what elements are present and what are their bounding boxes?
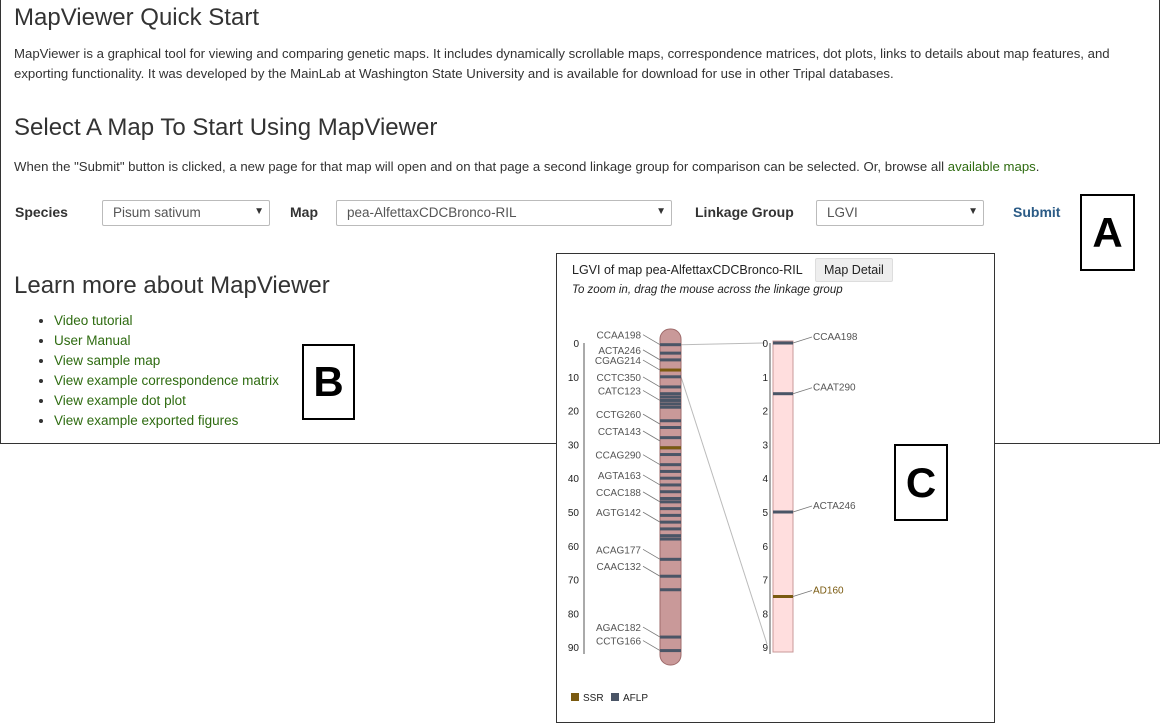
list-item [54,391,279,411]
user-manual-link[interactable]: User Manual [54,333,131,348]
aflp-marker-band [660,343,681,346]
marker-leader-line [793,337,812,343]
aflp-marker-band [660,426,681,429]
left-axis-tick-label: 30 [567,440,579,452]
marker-leader-line [643,360,660,370]
map-label: Map [290,204,318,220]
aflp-marker-band [660,436,681,439]
legend-label: AFLP [623,693,649,704]
aflp-marker-band [660,527,681,530]
aflp-marker-band [773,392,793,395]
learn-more-links [36,311,279,431]
left-axis-tick-label: 20 [567,406,579,418]
marker-leader-line [643,377,660,387]
available-maps-link[interactable]: available maps [947,159,1036,174]
aflp-marker-band [660,636,681,639]
list-item [54,311,279,331]
select-map-heading: Select A Map To Start Using MapViewer [14,114,438,141]
left-marker-label: CCTG166 [595,636,641,648]
linkage-group-label: Linkage Group [695,204,794,220]
marker-leader-line [643,390,660,400]
linkage-group-select[interactable] [816,200,984,226]
right-axis-tick-label: 9 [762,643,768,655]
species-value: Pisum sativum [113,205,201,220]
aflp-marker-band [773,511,793,514]
zoom-hint: To zoom in, drag the mouse across the linkage group [572,284,843,296]
left-marker-label: CGAG214 [594,356,641,368]
legend-label: SSR [583,693,604,704]
left-axis-tick-label: 40 [567,474,579,486]
left-axis-tick-label: 60 [567,541,579,553]
right-axis-tick-label: 5 [762,508,768,519]
marker-leader-line [643,414,660,424]
aflp-marker-band [660,385,681,388]
right-axis-tick-label: 3 [762,440,768,452]
video-tutorial-link[interactable]: Video tutorial [54,313,133,328]
aflp-marker-band [660,490,681,493]
aflp-marker-band [660,521,681,524]
right-axis-tick-label: 1 [762,372,768,384]
left-axis-tick-label: 80 [567,609,579,621]
species-label: Species [15,204,68,220]
list-item [54,331,279,351]
marker-leader-line [643,566,660,576]
left-marker-label: CCTC350 [596,372,641,384]
left-marker-label: CCAC188 [595,487,641,499]
marker-leader-line [643,455,660,465]
aflp-marker-band [660,534,681,537]
linkage-group-value: LGVI [827,205,858,220]
aflp-marker-band [660,575,681,578]
aflp-marker-band [660,497,681,500]
marker-leader-line [643,549,660,559]
map-detail-button[interactable]: Map Detail [815,258,893,282]
left-marker-label: CCAG290 [595,450,641,462]
chevron-down-icon: ▼ [656,206,666,217]
annotation-label-c: C [894,444,948,521]
aflp-marker-band [660,500,681,503]
marker-leader-line [793,506,812,512]
correspondence-line [681,343,765,345]
left-marker-label: ACAG177 [595,545,641,557]
select-instructions: When the "Submit" button is clicked, a new page for that map will open and on that page a second linkage group for comparison can be selected. Or, browse all available maps. [14,159,1040,174]
marker-leader-line [643,335,660,345]
left-marker-label: CCAA198 [596,330,641,342]
left-marker-label: CATC123 [597,386,641,398]
ssr-marker-band [773,595,793,598]
right-axis-tick-label: 8 [762,609,768,621]
aflp-marker-band [660,477,681,480]
aflp-marker-band [660,402,681,405]
map-select[interactable] [336,200,672,226]
right-linkage-group [773,341,793,652]
learn-more-heading: Learn more about MapViewer [14,272,330,299]
left-axis-tick-label: 0 [573,339,579,350]
left-axis-tick-label: 50 [567,508,579,519]
left-marker-label: AGAC182 [595,623,641,635]
aflp-marker-band [660,463,681,466]
chevron-down-icon: ▼ [254,206,264,217]
marker-leader-line [643,512,660,522]
aflp-marker-band [660,470,681,473]
aflp-marker-band [660,399,681,402]
list-item [54,371,279,391]
right-axis-tick-label: 6 [762,541,768,553]
marker-leader-line [643,492,660,502]
left-marker-label: CCTA143 [597,427,641,439]
aflp-marker-band [660,507,681,510]
aflp-marker-band [660,419,681,422]
marker-leader-line [643,641,660,651]
left-axis-tick-label: 10 [567,372,579,384]
left-marker-label: CAAC132 [596,562,641,574]
marker-leader-line [643,431,660,441]
aflp-marker-band [660,392,681,395]
aflp-marker-band [660,406,681,409]
map-value: pea-AlfettaxCDCBronco-RIL [347,205,517,220]
submit-button[interactable]: Submit [1013,204,1061,220]
right-axis-tick-label: 2 [762,406,768,418]
left-marker-label: CCTG260 [595,410,641,422]
right-marker-label: AD160 [813,585,844,597]
marker-leader-line [793,388,812,394]
page-description: MapViewer is a graphical tool for viewing and comparing genetic maps. It includes dynamically scrollable maps, correspondence matrices, dot plots, links to details about map features, and exporting functionality. It was developed by the MainLab at Washington State University and is available for download for use in other Tripal databases. [14,46,1110,81]
dot-plot-link[interactable]: View example dot plot [54,393,186,408]
left-marker-label: ACTA246 [598,345,641,357]
annotation-label-a: A [1080,194,1135,271]
marker-leader-line [643,350,660,360]
aflp-marker-band [660,358,681,361]
marker-leader-line [793,591,812,597]
exported-figures-link[interactable]: View example exported figures [54,413,239,428]
viewer-title: LGVI of map pea-AlfettaxCDCBronco-RIL [572,263,803,277]
aflp-marker-band [660,453,681,456]
aflp-marker-band [660,588,681,591]
sample-map-link[interactable]: View sample map [54,353,161,368]
aflp-marker-band [660,375,681,378]
right-axis-tick-label: 4 [762,474,768,486]
instructions-text: When the "Submit" button is clicked, a new page for that map will open and on that page a second linkage group for comparison can be selected. Or, browse all [14,159,945,174]
aflp-marker-band [660,483,681,486]
aflp-marker-band [660,514,681,517]
list-item [54,411,279,431]
ssr-marker-band [660,369,681,372]
page-title: MapViewer Quick Start [14,4,259,31]
marker-leader-line [643,475,660,485]
correspondence-line [681,377,767,644]
right-marker-label: CAAT290 [813,382,856,394]
ssr-marker-band [660,446,681,449]
left-marker-label: AGTG142 [595,508,641,520]
annotation-label-b: B [302,344,355,420]
left-marker-label: AGTA163 [597,470,641,482]
chevron-down-icon: ▼ [968,206,978,217]
left-axis-tick-label: 70 [567,575,579,587]
correspondence-matrix-link[interactable]: View example correspondence matrix [54,373,279,388]
aflp-marker-band [660,396,681,399]
aflp-marker-band [660,352,681,355]
right-marker-label: ACTA246 [813,501,856,512]
aflp-marker-band [660,538,681,541]
aflp-marker-band [660,558,681,561]
right-axis-tick-label: 0 [762,339,768,350]
marker-leader-line [643,627,660,637]
aflp-marker-band [773,342,793,345]
aflp-marker-band [660,649,681,652]
species-select[interactable] [102,200,270,226]
legend-swatch [611,693,619,701]
left-axis-tick-label: 90 [567,643,579,655]
right-marker-label: CCAA198 [813,332,858,343]
legend-swatch [571,693,579,701]
list-item [54,351,279,371]
right-axis-tick-label: 7 [762,575,768,587]
